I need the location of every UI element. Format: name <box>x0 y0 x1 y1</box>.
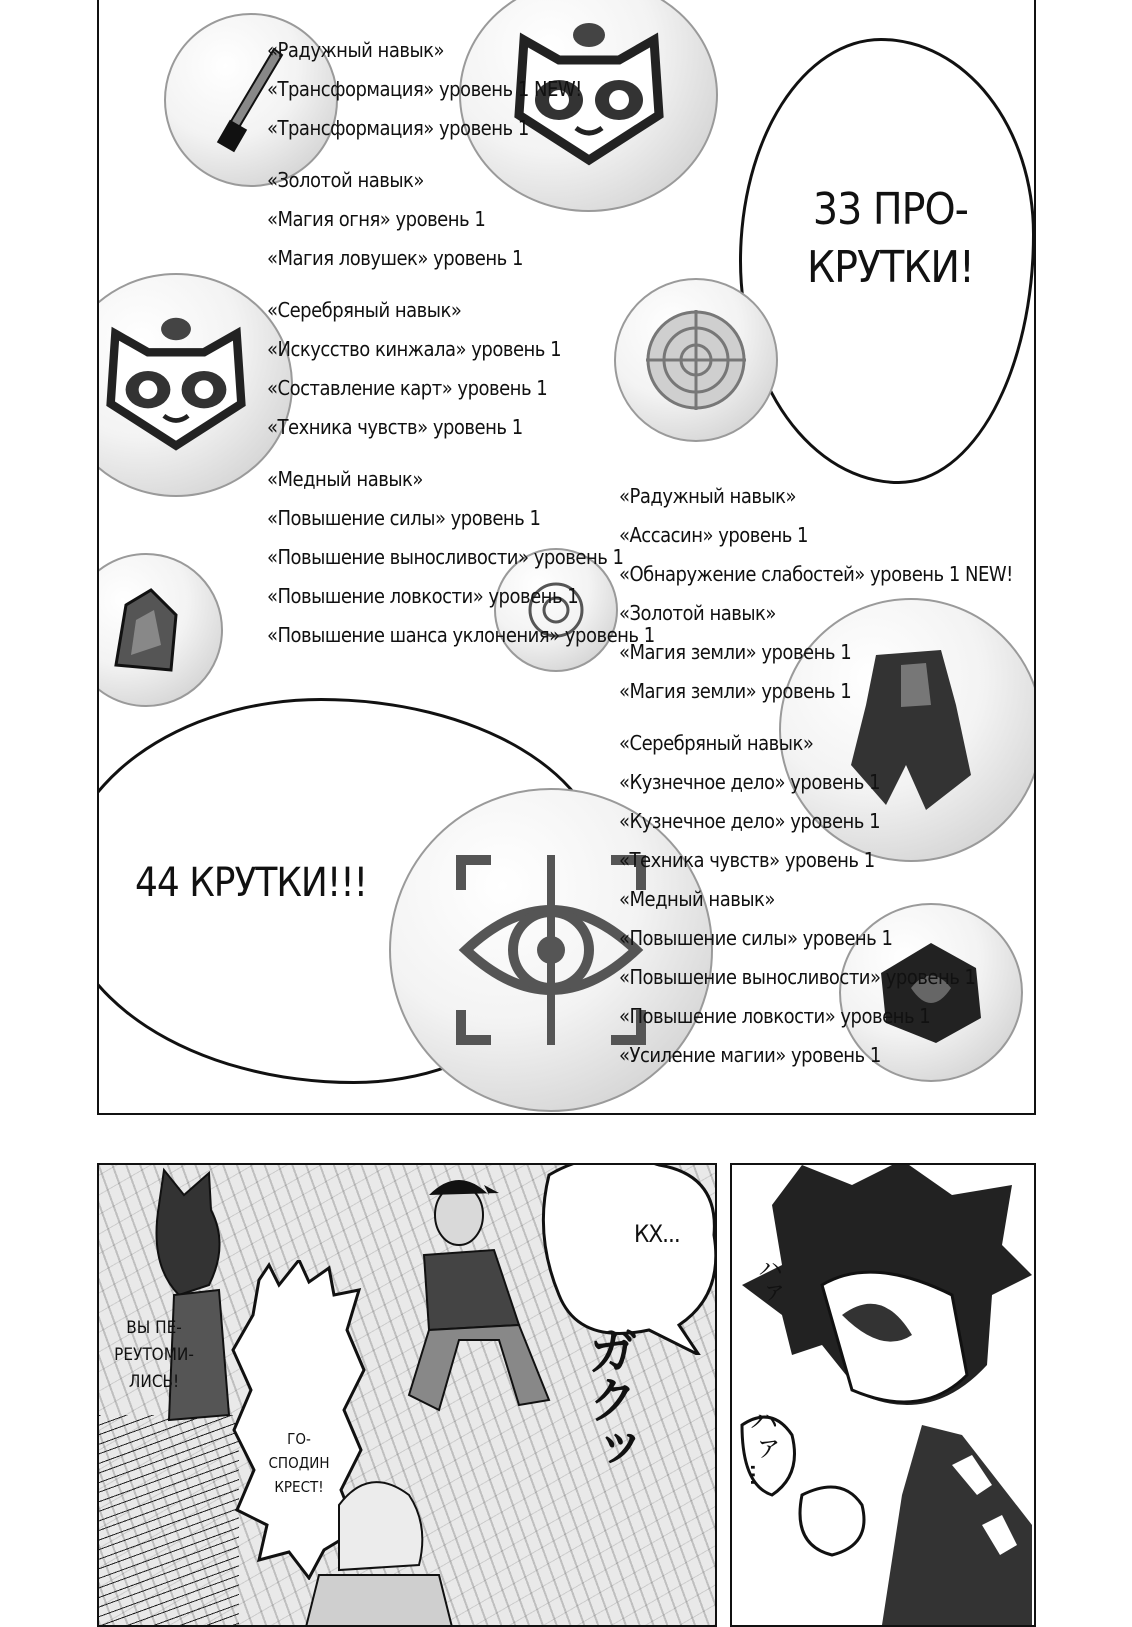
panting-boy <box>732 1165 1034 1625</box>
skill-line: «Медный навык» <box>267 467 423 491</box>
skill-line: «Трансформация» уровень 1 NEW! <box>267 77 582 101</box>
skill-line: «Обнаружение слабостей» уровень 1 NEW! <box>619 562 1013 586</box>
skill-list-left <box>267 31 655 655</box>
speech-left-line3: ЛИСЬ! <box>128 1372 180 1392</box>
sfx-haa-1: ハァ <box>753 1255 783 1305</box>
speech-left-line1: ВЫ ПЕ- <box>126 1318 182 1338</box>
bottom-right-panel <box>730 1163 1036 1627</box>
skill-line: «Составление карт» уровень 1 <box>267 376 548 400</box>
skill-line: «Магия земли» уровень 1 <box>619 640 852 664</box>
top-panel <box>97 0 1036 1115</box>
list-gap <box>267 447 655 460</box>
sfx-33-line1: 33 ПРО- <box>812 184 968 235</box>
skill-line: «Кузнечное дело» уровень 1 <box>619 770 881 794</box>
speech-text-center <box>254 1427 344 1499</box>
skill-line: «Повышение шанса уклонения» уровень 1 <box>267 623 655 647</box>
skill-line: «Радужный навык» <box>267 38 445 62</box>
speech-left-line2: РЕУТОМИ- <box>114 1345 194 1365</box>
skill-line: «Медный навык» <box>619 887 775 911</box>
skill-line: «Ассасин» уровень 1 <box>619 523 808 547</box>
speed-lines <box>99 1415 239 1625</box>
sfx-33-rolls <box>807 181 974 297</box>
speech-center-line3: КРЕСТ! <box>274 1478 324 1496</box>
skill-line: «Магия огня» уровень 1 <box>267 207 486 231</box>
skill-list-right <box>619 477 1013 1075</box>
speech-center-line2: СПОДИН <box>268 1454 330 1472</box>
skill-line: «Золотой навык» <box>619 601 776 625</box>
skill-line: «Повышение ловкости» уровень 1 <box>619 1004 931 1028</box>
speech-center-line1: ГО- <box>287 1430 311 1448</box>
sfx-44-rolls: 44 КРУТКИ!!! <box>135 860 368 906</box>
skill-line: «Повышение силы» уровень 1 <box>619 926 893 950</box>
skill-line: «Искусство кинжала» уровень 1 <box>267 337 562 361</box>
orb-rock <box>97 553 223 707</box>
skill-line: «Магия ловушек» уровень 1 <box>267 246 523 270</box>
list-gap <box>619 711 1013 724</box>
panda-icon <box>97 315 256 455</box>
sfx-haa-2: ハァ... <box>743 1405 778 1486</box>
skill-line: «Радужный навык» <box>619 484 797 508</box>
sfx-gaku: ガクッ <box>580 1325 638 1472</box>
skill-line: «Повышение силы» уровень 1 <box>267 506 541 530</box>
skill-line: «Техника чувств» уровень 1 <box>619 848 875 872</box>
skill-line: «Серебряный навык» <box>267 298 462 322</box>
skill-line: «Повышение ловкости» уровень 1 <box>267 584 579 608</box>
kneeling-man <box>399 1165 559 1425</box>
skill-line: «Магия земли» уровень 1 <box>619 679 852 703</box>
skill-line: «Кузнечное дело» уровень 1 <box>619 809 881 833</box>
orb-panda-left <box>97 273 293 497</box>
sfx-kh: КХ... <box>634 1220 680 1248</box>
sfx-33-line2: КРУТКИ! <box>807 242 974 293</box>
list-gap <box>267 278 655 291</box>
speech-text-left <box>109 1315 199 1396</box>
skill-line: «Техника чувств» уровень 1 <box>267 415 523 439</box>
skill-line: «Серебряный навык» <box>619 731 814 755</box>
radar-icon <box>641 305 751 415</box>
skill-line: «Трансформация» уровень 1 <box>267 116 529 140</box>
skill-line: «Повышение выносливости» уровень 1 <box>267 545 624 569</box>
skill-line: «Золотой навык» <box>267 168 424 192</box>
list-gap <box>267 148 655 161</box>
skill-line: «Повышение выносливости» уровень 1 <box>619 965 976 989</box>
bottom-left-panel <box>97 1163 717 1627</box>
rock-icon <box>106 585 186 675</box>
skill-line: «Усиление магии» уровень 1 <box>619 1043 881 1067</box>
